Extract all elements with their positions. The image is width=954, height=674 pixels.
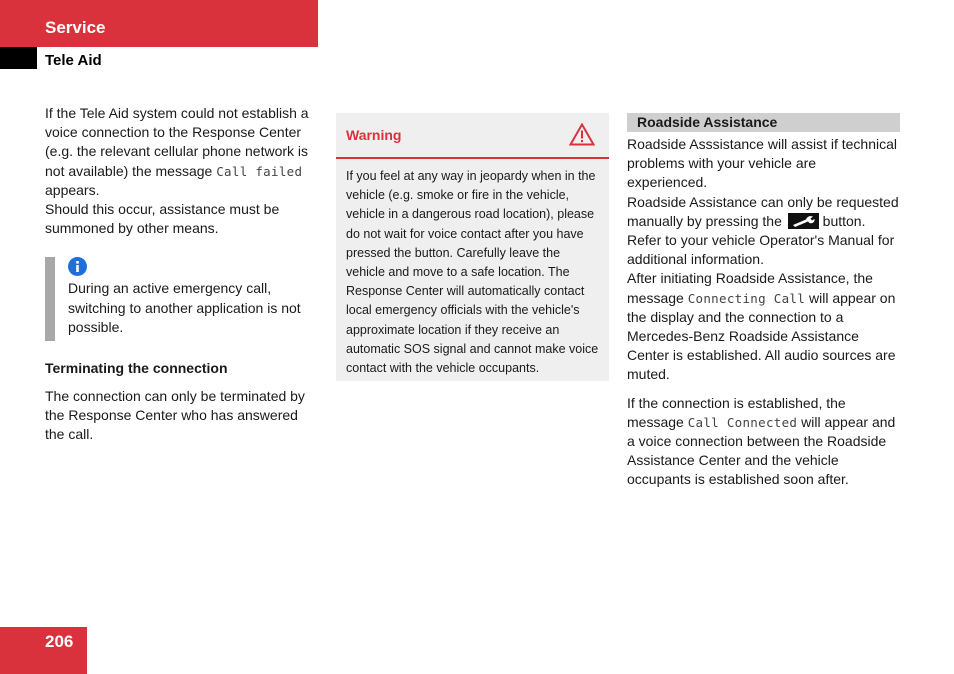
info-note [45,257,318,341]
left-column [45,104,318,444]
display-message-call-failed: Call failed [216,163,303,179]
heading-terminating: Terminating the connection [45,360,228,377]
paragraph-connected [627,394,900,490]
info-text: During an active emergency call, switching to another application is not possible. [68,280,301,335]
text-segment: appears. [45,181,100,198]
warning-triangle-icon [569,123,595,146]
text-segment: Roadside Assistance can only be requested manually by pressing the [627,193,899,229]
paragraph-roadside-intro: Roadside Asssistance will assist if technical problems with your vehicle are experienced. [627,136,898,191]
text-segment: will appear and a voice connection between the Roadside Assistance Center and the vehicle occupants is established soon after. [627,413,896,488]
text-segment: If the connection is established, the message [627,394,846,430]
paragraph-roadside-request [627,193,900,270]
text-segment: If the Tele Aid system could not establish a voice connection to the Response Center (e.g. the relevant cellular phone network is not available) the message [45,105,309,179]
wrench-icon [788,213,819,229]
section-marker [0,47,37,69]
text-segment: After initiating Roadside Assistance, the message [627,270,873,306]
info-bar [45,257,55,341]
paragraph-call-failed [45,104,318,200]
paragraph-connecting [627,269,900,384]
warning-header [336,113,609,159]
display-message-call-connected: Call Connected [687,414,798,430]
display-message-connecting-call: Connecting Call [687,290,806,306]
warning-label: Warning [346,127,402,143]
page-number-box [0,627,87,674]
warning-text: If you feel at any way in jeopardy when in the vehicle (e.g. smoke or fire in the vehicle, vehicle in a dangerous road location), please do not wait for voice contact after you have pressed the button. Carefully leave the vehicle and move to a safe location. The Response Center will automatically contact local emergency officials with the vehicle's approximate location if they receive an automatic SOS signal and cannot make voice contact with the vehicle occupants. [346,169,599,376]
text-segment: button. Refer to your vehicle Operator's Manual for additional information. [627,212,895,268]
heading-roadside-assistance: Roadside Assistance [627,113,900,132]
info-icon [68,257,87,276]
paragraph-terminating: The connection can only be terminated by the Response Center who has answered the call. [45,387,305,443]
subsection-title: Tele Aid [45,52,102,69]
paragraph-assistance: Should this occur, assistance must be summoned by other means. [45,201,280,237]
warning-box [336,113,609,381]
text-segment: will appear on the display and the connection to a Mercedes-Benz Roadside Assistance Center is established. All audio sources are muted. [627,289,896,383]
section-title: Service [45,18,106,37]
page-number: 206 [45,632,74,651]
right-column [627,113,900,490]
